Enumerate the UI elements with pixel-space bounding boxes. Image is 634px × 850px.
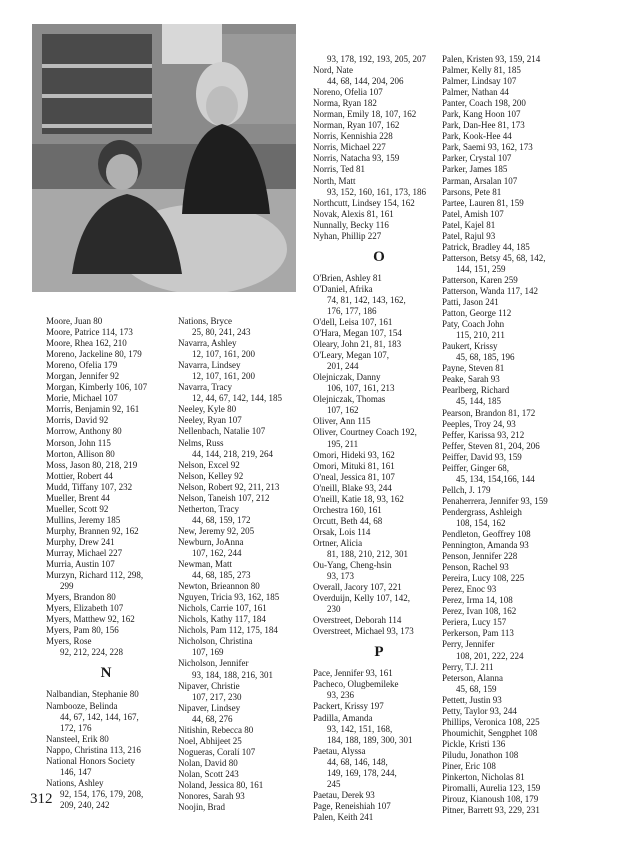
index-entry-continuation: 12, 44, 67, 142, 144, 185 — [192, 393, 282, 404]
index-entry: Patterson, Wanda 117, 142 — [442, 285, 539, 296]
index-entry: Norma, Ryan 182 — [313, 98, 377, 109]
index-entry: Norris, Kennishia 228 — [313, 131, 393, 142]
index-entry: Norris, Michael 227 — [313, 142, 386, 153]
index-entry: Murphy, Drew 241 — [46, 536, 115, 547]
index-entry-continuation: 74, 81, 142, 143, 162, — [327, 294, 406, 305]
index-entry: National Honors Society — [46, 755, 135, 766]
index-entry: Perry, T.J. 211 — [442, 661, 494, 672]
index-column-1 — [46, 316, 166, 811]
index-entry: Patel, Kajel 81 — [442, 219, 496, 230]
index-entry: Ortner, Alicia — [313, 537, 363, 548]
index-entry: Patterson, Karen 259 — [442, 274, 518, 285]
index-entry: Murphy, Brannen 92, 162 — [46, 525, 139, 536]
index-column-3 — [313, 54, 445, 823]
index-entry: Perez, Ivan 108, 162 — [442, 606, 517, 617]
index-entry: Morrow, Anthony 80 — [46, 426, 122, 437]
index-entry: Piromalli, Aurelia 123, 159 — [442, 783, 541, 794]
index-entry: Nambooze, Belinda — [46, 700, 118, 711]
index-entry: Paty, Coach John — [442, 319, 505, 330]
index-entry: Payne, Steven 81 — [442, 363, 505, 374]
index-entry-continuation: 209, 240, 242 — [60, 799, 110, 810]
index-entry: Nogueras, Coralí 107 — [178, 746, 256, 757]
index-entry: Phoumichit, Sengphet 108 — [442, 727, 538, 738]
section-letter-heading: O — [373, 248, 385, 265]
index-entry: Nelms, Russ — [178, 437, 224, 448]
index-entry-continuation: 45, 68, 185, 196 — [456, 352, 515, 363]
index-entry: Navarra, Ashley — [178, 338, 237, 349]
index-entry-continuation: 107, 162 — [327, 405, 359, 416]
index-column-4 — [442, 54, 582, 816]
index-entry-continuation: 93, 184, 188, 216, 301 — [192, 669, 273, 680]
index-entry: Park, Dan-Hee 81, 173 — [442, 120, 525, 131]
index-entry: O'neill, Blake 93, 244 — [313, 482, 392, 493]
index-entry: Mullins, Jeremy 185 — [46, 514, 121, 525]
index-entry: Patti, Jason 241 — [442, 297, 499, 308]
index-entry: O'Brien, Ashley 81 — [313, 272, 382, 283]
index-entry: Parker, James 185 — [442, 164, 508, 175]
index-entry-continuation: 245 — [327, 778, 341, 789]
index-entry-continuation: 81, 188, 210, 212, 301 — [327, 548, 408, 559]
index-entry-continuation: 44, 68, 276 — [192, 713, 233, 724]
index-entry: O'Daniel, Afrika — [313, 283, 373, 294]
index-entry: Phillips, Veronica 108, 225 — [442, 716, 540, 727]
index-entry: Pirouz, Kianoush 108, 179 — [442, 794, 539, 805]
index-entry-continuation: 92, 154, 176, 179, 208, — [60, 788, 144, 799]
index-entry: Nicholson, Christina — [178, 636, 253, 647]
index-entry: Norris, Natacha 93, 159 — [313, 153, 400, 164]
index-entry-continuation: 93, 173 — [327, 571, 354, 582]
index-entry: O'Hara, Megan 107, 154 — [313, 328, 402, 339]
index-entry-continuation: 176, 177, 186 — [327, 305, 377, 316]
index-entry: Noel, Abhijeet 25 — [178, 735, 242, 746]
index-entry: Petty, Taylor 93, 244 — [442, 705, 517, 716]
index-entry: Myers, Elizabeth 107 — [46, 603, 124, 614]
index-entry: Nunnally, Becky 116 — [313, 219, 389, 230]
index-entry: Nichols, Kathy 117, 184 — [178, 614, 266, 625]
index-entry: Pace, Jennifer 93, 161 — [313, 668, 393, 679]
index-entry: Moreno, Jackeline 80, 179 — [46, 349, 142, 360]
index-entry: Myers, Brandon 80 — [46, 592, 116, 603]
index-entry-continuation: 172, 176 — [60, 722, 92, 733]
index-entry: Peterson, Alanna — [442, 672, 503, 683]
index-entry: Nansteel, Erik 80 — [46, 733, 109, 744]
index-entry: Nalbandian, Stephanie 80 — [46, 689, 139, 700]
index-entry: Morris, David 92 — [46, 415, 109, 426]
index-entry: Nitishin, Rebecca 80 — [178, 724, 254, 735]
index-entry: Paukert, Krissy — [442, 341, 498, 352]
photo-image — [32, 24, 296, 292]
index-entry: Moore, Patrice 114, 173 — [46, 327, 133, 338]
index-entry-continuation: 106, 107, 161, 213 — [327, 383, 395, 394]
index-entry: Newburn, JoAnna — [178, 536, 244, 547]
index-entry: Nelson, Kelley 92 — [178, 470, 244, 481]
index-entry: North, Matt — [313, 175, 356, 186]
index-entry: Nord, Nate — [313, 65, 353, 76]
index-entry: Moore, Juan 80 — [46, 316, 103, 326]
index-entry: Pacheco, Olugbemileke — [313, 679, 399, 690]
index-entry: Packert, Krissy 197 — [313, 701, 384, 712]
index-entry: Moss, Jason 80, 218, 219 — [46, 459, 138, 470]
index-entry-continuation: 93, 142, 151, 168, — [327, 723, 393, 734]
index-entry: Nichols, Pam 112, 175, 184 — [178, 625, 278, 636]
index-entry: Pearlberg, Richard — [442, 385, 510, 396]
index-entry: Pickle, Kristi 136 — [442, 738, 506, 749]
index-entry: Nyhan, Phillip 227 — [313, 230, 382, 241]
index-entry: Penson, Jennifer 228 — [442, 551, 518, 562]
index-entry-continuation: 12, 107, 161, 200 — [192, 349, 255, 360]
index-entry: Patel, Rajul 93 — [442, 230, 496, 241]
index-entry: Nipaver, Christie — [178, 680, 240, 691]
index-entry: Nolan, David 80 — [178, 757, 238, 768]
index-entry-continuation: 45, 68, 159 — [456, 683, 497, 694]
index-entry: Penaherrera, Jennifer 93, 159 — [442, 495, 548, 506]
index-entry: Peffer, Karissa 93, 212 — [442, 429, 525, 440]
section-letter-heading: P — [374, 644, 384, 661]
index-entry: Patel, Amish 107 — [442, 208, 504, 219]
index-entry: Pearson, Brandon 81, 172 — [442, 407, 536, 418]
index-entry: Northcutt, Lindsey 154, 162 — [313, 197, 415, 208]
index-entry: Pitner, Barrett 93, 229, 231 — [442, 805, 540, 816]
index-entry: Nguyen, Tricia 93, 162, 185 — [178, 592, 280, 603]
index-entry: Pettett, Justin 93 — [442, 694, 502, 705]
index-entry: Nichols, Carrie 107, 161 — [178, 603, 267, 614]
index-entry-continuation: 44, 68, 146, 148, — [327, 756, 388, 767]
index-entry: Peeples, Troy 24, 93 — [442, 418, 516, 429]
index-entry: Mottier, Robert 44 — [46, 470, 113, 481]
index-entry: Nicholson, Jennifer — [178, 658, 249, 669]
index-entry: Pinkerton, Nicholas 81 — [442, 772, 525, 783]
index-entry: Morris, Benjamin 92, 161 — [46, 404, 140, 415]
index-entry: Pendleton, Geoffrey 108 — [442, 529, 531, 540]
section-letter-heading: N — [100, 665, 112, 682]
index-entry: Parker, Crystal 107 — [442, 153, 512, 164]
index-entry-continuation: 45, 144, 185 — [456, 396, 501, 407]
index-entry: Paetau, Derek 93 — [313, 789, 375, 800]
index-entry: Nelson, Taneish 107, 212 — [178, 492, 270, 503]
index-entry: Nelson, Excel 92 — [178, 459, 240, 470]
index-entry-continuation: 93, 236 — [327, 690, 354, 701]
index-entry: Neeley, Ryan 107 — [178, 415, 242, 426]
index-entry: Murria, Austin 107 — [46, 559, 115, 570]
index-entry: Perkerson, Pam 113 — [442, 628, 514, 639]
index-entry-continuation: 195, 211 — [327, 438, 359, 449]
index-entry-continuation: 146, 147 — [60, 766, 92, 777]
index-entry: Nonores, Sarah 93 — [178, 791, 245, 802]
index-entry: Overstreet, Michael 93, 173 — [313, 626, 414, 637]
index-entry: Parman, Arsalan 107 — [442, 175, 518, 186]
index-entry: Navarra, Tracy — [178, 382, 232, 393]
index-entry: Oliver, Ann 115 — [313, 416, 371, 427]
index-entry: Patterson, Betsy 45, 68, 142, — [442, 252, 546, 263]
index-entry: Park, Saemi 93, 162, 173 — [442, 142, 533, 153]
index-entry: Pennington, Amanda 93 — [442, 540, 529, 551]
index-entry: Peffer, Steven 81, 204, 206 — [442, 440, 540, 451]
index-entry: Nipaver, Lindsey — [178, 702, 241, 713]
index-entry: Omori, Hideki 93, 162 — [313, 449, 395, 460]
index-entry-continuation: 115, 210, 211 — [456, 330, 505, 341]
index-entry-continuation: 93, 152, 160, 161, 173, 186 — [327, 186, 426, 197]
index-entry: Park, Kook-Hee 44 — [442, 131, 512, 142]
index-entry: Newton, Brieannon 80 — [178, 581, 260, 592]
index-entry: Nelson, Robert 92, 211, 213 — [178, 481, 280, 492]
index-entry: Newman, Matt — [178, 559, 232, 570]
index-entry: Noreno, Ofelia 107 — [313, 87, 383, 98]
index-entry: Omori, Mituki 81, 161 — [313, 460, 395, 471]
photo — [32, 24, 296, 292]
index-entry: Piludu, Jonathon 108 — [442, 749, 519, 760]
index-entry-continuation: 25, 80, 241, 243 — [192, 327, 251, 338]
index-entry: Morgan, Kimberly 106, 107 — [46, 382, 148, 393]
index-entry: Olejniczak, Danny — [313, 372, 381, 383]
index-entry: Olejniczak, Thomas — [313, 394, 386, 405]
index-entry-continuation: 107, 162, 244 — [192, 547, 242, 558]
index-entry-continuation: 149, 169, 178, 244, — [327, 767, 397, 778]
index-entry-continuation: 184, 188, 189, 300, 301 — [327, 734, 413, 745]
index-entry: New, Jeremy 92, 205 — [178, 525, 255, 536]
index-entry: Penson, Rachel 93 — [442, 562, 509, 573]
index-entry: Pereira, Lucy 108, 225 — [442, 573, 525, 584]
index-entry-continuation: 12, 107, 161, 200 — [192, 371, 255, 382]
index-entry-continuation: 44, 68, 144, 204, 206 — [327, 76, 404, 87]
index-entry: Piner, Eric 108 — [442, 761, 496, 771]
index-entry: Morton, Allison 80 — [46, 448, 115, 459]
index-entry-continuation: 92, 212, 224, 228 — [60, 647, 123, 658]
index-entry: Palen, Kristen 93, 159, 214 — [442, 54, 541, 64]
index-entry: Palmer, Lindsay 107 — [442, 76, 517, 87]
index-entry: Noojin, Brad — [178, 802, 225, 813]
index-entry: O'Leary, Megan 107, — [313, 350, 390, 361]
index-entry: Oleary, John 21, 81, 183 — [313, 339, 402, 350]
index-entry: Mudd, Tiffany 107, 232 — [46, 481, 133, 492]
index-entry: Palmer, Kelly 81, 185 — [442, 65, 521, 76]
index-entry: Mueller, Scott 92 — [46, 503, 109, 514]
index-entry: Park, Kang Hoon 107 — [442, 109, 521, 120]
index-entry: Norman, Emily 18, 107, 162 — [313, 109, 417, 120]
index-entry: Patrick, Bradley 44, 185 — [442, 241, 530, 252]
index-entry: Overstreet, Deborah 114 — [313, 615, 402, 626]
index-entry: Parsons, Pete 81 — [442, 186, 502, 197]
index-entry: Noland, Jessica 80, 161 — [178, 779, 264, 790]
index-entry: O'dell, Leisa 107, 161 — [313, 316, 393, 327]
index-entry-continuation: 44, 144, 218, 219, 264 — [192, 448, 273, 459]
index-entry-continuation: 144, 151, 259 — [456, 263, 506, 274]
index-entry: Patton, George 112 — [442, 308, 512, 319]
index-entry: Pellch, J. 179 — [442, 484, 491, 495]
index-entry: Myers, Pam 80, 156 — [46, 625, 119, 636]
index-entry-continuation: 44, 67, 142, 144, 167, — [60, 711, 139, 722]
index-entry: Palmer, Nathan 44 — [442, 87, 509, 98]
index-entry: Norris, Ted 81 — [313, 164, 365, 175]
page-number: 312 — [30, 791, 53, 807]
index-entry: Moreno, Ofelia 179 — [46, 360, 118, 371]
index-entry: Murzyn, Richard 112, 298, — [46, 570, 144, 581]
index-entry: Perez, Irma 14, 108 — [442, 595, 513, 606]
index-entry: Partee, Lauren 81, 159 — [442, 197, 524, 208]
index-entry: Myers, Matthew 92, 162 — [46, 614, 135, 625]
index-entry-continuation: 107, 169 — [192, 647, 224, 658]
index-entry: Overall, Jacory 107, 221 — [313, 582, 402, 593]
index-entry-continuation: 45, 134, 154,166, 144 — [456, 473, 535, 484]
index-entry: Periera, Lucy 157 — [442, 617, 507, 628]
index-entry: Mueller, Brent 44 — [46, 492, 110, 503]
index-entry-continuation: 107, 217, 230 — [192, 691, 242, 702]
index-entry: Peiffer, Ginger 68, — [442, 462, 509, 473]
index-entry: Oliver, Courtney Coach 192, — [313, 427, 417, 438]
index-entry: Page, Reneishiah 107 — [313, 800, 391, 811]
index-entry: Orsak, Lois 114 — [313, 526, 371, 537]
index-entry-continuation: 108, 201, 222, 224 — [456, 650, 524, 661]
index-entry: Peake, Sarah 93 — [442, 374, 500, 385]
index-entry: Novak, Alexis 81, 161 — [313, 208, 394, 219]
index-entry-continuation: 230 — [327, 604, 341, 615]
index-entry: Panter, Coach 198, 200 — [442, 98, 526, 109]
index-entry-continuation: 299 — [60, 581, 74, 592]
index-entry: Nations, Bryce — [178, 316, 232, 326]
index-entry: Orchestra 160, 161 — [313, 504, 382, 515]
index-entry-continuation: 201, 244 — [327, 361, 359, 372]
index-entry: Morgan, Jennifer 92 — [46, 371, 120, 382]
index-entry: Overduijn, Kelly 107, 142, — [313, 593, 410, 604]
index-entry: Morie, Michael 107 — [46, 393, 118, 404]
index-entry: Palen, Keith 241 — [313, 811, 374, 822]
index-entry: Nolan, Scott 243 — [178, 768, 239, 779]
index-entry: Paetau, Alyssa — [313, 745, 366, 756]
index-column-2 — [178, 316, 304, 813]
index-entry: Murray, Michael 227 — [46, 547, 123, 558]
index-entry: Moore, Rhea 162, 210 — [46, 338, 127, 349]
index-entry: Nappo, Christina 113, 216 — [46, 744, 141, 755]
index-entry: O'neill, Katie 18, 93, 162 — [313, 493, 404, 504]
index-entry: Neeley, Kyle 80 — [178, 404, 237, 415]
index-entry-continuation: 93, 178, 192, 193, 205, 207 — [327, 54, 426, 64]
index-entry: Norman, Ryan 107, 162 — [313, 120, 400, 131]
index-entry: Ou-Yang, Cheng-hsin — [313, 560, 392, 571]
index-entry: Perez, Enoc 93 — [442, 584, 497, 595]
index-entry: Orcutt, Beth 44, 68 — [313, 515, 383, 526]
index-entry: Peiffer, David 93, 159 — [442, 451, 522, 462]
index-entry: O'neal, Jessica 81, 107 — [313, 471, 395, 482]
index-entry: Nations, Ashley — [46, 777, 104, 788]
index-entry: Navarra, Lindsey — [178, 360, 241, 371]
index-entry: Morson, John 115 — [46, 437, 111, 448]
index-entry-continuation: 44, 68, 159, 172 — [192, 514, 251, 525]
index-entry: Perry, Jennifer — [442, 639, 495, 650]
index-entry: Nellenbach, Natalie 107 — [178, 426, 266, 437]
index-entry: Pendergrass, Ashleigh — [442, 506, 522, 517]
index-entry: Netherton, Tracy — [178, 503, 239, 514]
index-entry-continuation: 108, 154, 162 — [456, 517, 506, 528]
index-entry: Padilla, Amanda — [313, 712, 373, 723]
index-entry: Myers, Rose — [46, 636, 92, 647]
index-entry-continuation: 44, 68, 185, 273 — [192, 570, 251, 581]
